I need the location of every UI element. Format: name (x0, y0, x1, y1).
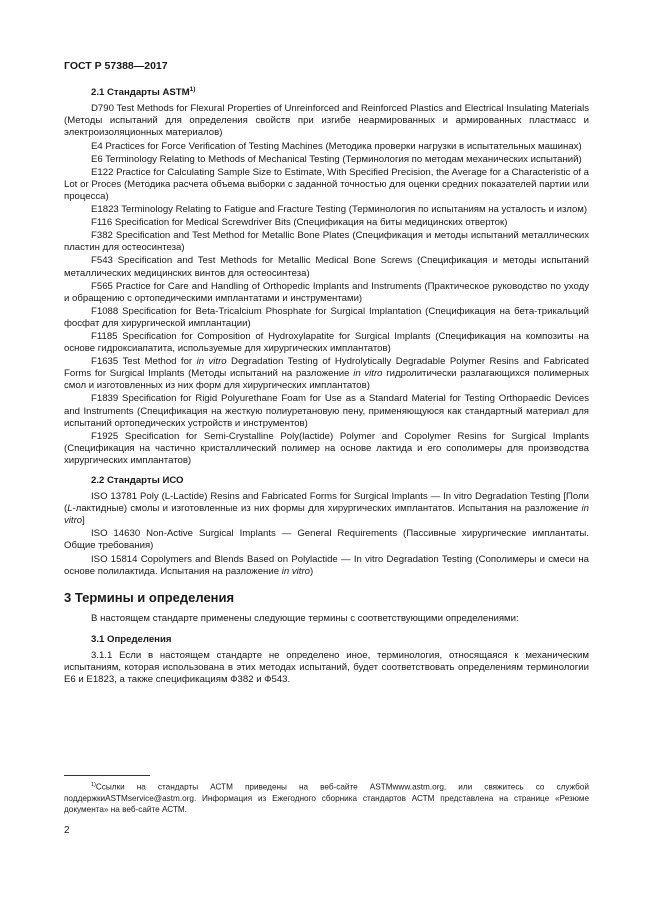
clause-3-1-1: 3.1.1 Если в настоящем стандарте не определено иное, терминология, относящаяся к механическим испытаниям, которая использована в этих методах испытаний, будет соответствовать определениям терминологии Е6 и Е1823, а также спецификациям Ф382 и Ф543. (64, 650, 589, 686)
subsection-2-2-title: 2.2 Стандарты ИСО (91, 475, 184, 486)
iso13781-text-c: ] (82, 515, 85, 527)
astm-f1185: F1185 Specification for Composition of Hydroxylapatite for Surgical Implants (Спецификация на композиты на основе гидроксиапатита, используемые для хирургических имплантатов) (64, 330, 589, 355)
iso15814-text-b: ) (309, 565, 314, 577)
section-3-title: 3 Термины и определения (64, 589, 235, 605)
f1635-italic-b: in vitro (353, 368, 383, 380)
footnote-text: Ссылки на стандарты АСТМ приведены на веб-сайте ASTMwww.astm.org, или свяжитесь со службой поддержкиASTMservice@astm.org. Информация из Ежегодного сборника стандартов АСТМ представлена на странице «Резюме документа» на веб-сайте АСТМ. (64, 782, 589, 814)
astm-f543: F543 Specification and Test Methods for Metallic Medical Bone Screws (Спецификация и методы испытаний металлических медицинских винтов для остеосинтеза) (64, 255, 589, 279)
iso13781-text-b: -лактидные) смолы и изготовленные из них формы для хирургических имплантатов. Испытания на разложение (72, 503, 582, 515)
astm-e4: E4 Practices for Force Verification of Testing Machines (Методика проверки нагрузки в испытательных машинах) (91, 140, 582, 152)
f1635-text-a: F1635 Test Method for (91, 356, 197, 368)
iso15814-italic: in vitro (281, 565, 310, 577)
iso15814-text-a: ISO 15814 Copolymers and Blends Based on Polylactide — In vitro Degradation Testing (Сополимеры и смеси на основе полилактида. Испытания на разложение (64, 553, 589, 577)
section-3-intro: В настоящем стандарте применены следующие термины с соответствующими определениями: (91, 612, 519, 624)
page-number: 2 (64, 825, 70, 836)
iso-15814 (64, 554, 589, 578)
subsection-3-1-title: 3.1 Определения (91, 633, 172, 645)
iso13781-text-a: ISO 13781 Poly (L-Lactide) Resins and Fabricated Forms for Surgical Implants — In vitro Degradation Testing [Поли ( (64, 491, 589, 515)
astm-f1925: F1925 Specification for Semi-Crystalline Poly(lactide) Polymer and Copolymer Resins for Surgical Implants (Спецификация на частично кристаллический полимер на основе лактида и его сополимеры для производства хирургических имплантатов) (64, 430, 589, 466)
astm-e1823: E1823 Terminology Relating to Fatigue and Fracture Testing (Терминология по испытаниям на усталость и излом) (91, 204, 588, 216)
iso-13781 (64, 491, 589, 527)
iso13781-italic-b: in vitro (64, 503, 589, 527)
astm-f565: F565 Practice for Care and Handling of Orthopedic Implants and Instruments (Практическое руководство по уходу и обращению с ортопедическими имплантатами и инструментами) (64, 280, 589, 304)
astm-f116: F116 Specification for Medical Screwdriver Bits (Спецификация на биты медицинских отверток) (91, 217, 508, 229)
footnote-marker: 1) (91, 782, 96, 788)
footnote-ref: 1) (189, 86, 196, 93)
iso-14630: ISO 14630 Non-Active Surgical Implants — General Requirements (Пассивные хирургические имплантаты. Общие требования) (64, 528, 589, 552)
page-content (64, 84, 589, 688)
footnote (64, 780, 589, 815)
subsection-2-1-text: 2.1 Стандарты ASTM (91, 87, 190, 99)
iso13781-italic-a: L (67, 503, 73, 515)
astm-f1635 (64, 356, 589, 392)
subsection-2-1-title (64, 84, 589, 99)
f1635-italic-a: in vitro (196, 356, 227, 368)
astm-f1839: F1839 Specification for Rigid Polyurethane Foam for Use as a Standard Material for Testing Orthopaedic Devices and Instruments (Спецификация на жесткую полиуретановую пену, применяющуюся как стандартный материал для испытаний ортопедических устройств и инструментов) (64, 393, 589, 429)
astm-d790: D790 Test Methods for Flexural Properties of Unreinforced and Reinforced Plastics and Electrical Insulating Materials (Методы испытаний для определения свойств при изгибе неармированных и армированных пластмасс и электроизоляционных материалов) (64, 103, 589, 139)
astm-e6: E6 Terminology Relating to Methods of Mechanical Testing (Терминология по методам механических испытаний) (91, 153, 582, 165)
astm-f382: F382 Specification and Test Method for Metallic Bone Plates (Спецификация и методы испытаний металлических пластин для остеосинтеза) (64, 230, 589, 254)
f1635-text-b: Degradation Testing of Hydrolytically Degradable Polymer Resins and Fabricated Forms for Surgical Implants (Методы испытаний на разложение (64, 356, 589, 380)
astm-f1088: F1088 Specification for Beta-Tricalcium Phosphate for Surgical Implantation (Спецификация на бета-трикальций фосфат для хирургической имплантации) (64, 305, 589, 329)
running-header: ГОСТ Р 57388—2017 (64, 60, 168, 72)
astm-e122: E122 Practice for Calculating Sample Size to Estimate, With Specified Precision, the Average for a Characteristic of a Lot or Proces (Методика расчета объема выборки с заданной точностью для оценки средних показателей партии или процесса) (64, 166, 589, 202)
f1635-text-c: гидролитически разлагающихся полимерных смол и изготовленных из них форм для хирургических имплантатов) (64, 368, 589, 392)
footnote-divider (64, 775, 150, 776)
